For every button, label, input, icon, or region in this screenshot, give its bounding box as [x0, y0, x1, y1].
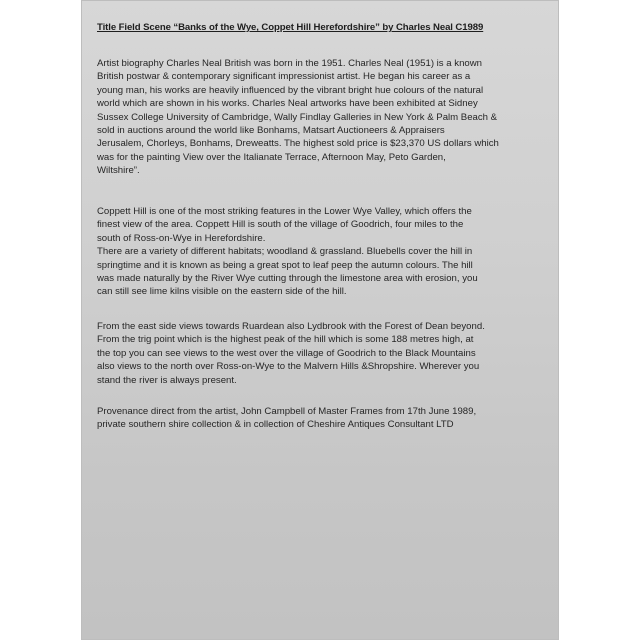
text-line: Sussex College University of Cambridge, Wally Findlay Galleries in New York & Palm Beach & — [97, 111, 498, 123]
text-line: There are a variety of different habitats; woodland & grassland. Bluebells cover the hill in — [97, 246, 473, 258]
text-line: Artist biography Charles Neal British was born in the 1951. Charles Neal (1951) is a known — [97, 58, 483, 69]
paragraph-provenance — [97, 405, 545, 432]
text-line: south of Ross-on-Wye in Herefordshire. — [97, 232, 266, 244]
text-line: springtime and it is known as being a great spot to leaf peep the autumn colours. The hill — [97, 259, 473, 271]
text-line: From the east side views towards Ruardean also Lydbrook with the Forest of Dean beyond. — [97, 321, 485, 332]
text-line: Jerusalem, Chorleys, Bonhams, Dreweatts. The highest sold price is $23,370 US dollars which — [97, 138, 499, 150]
text-line: Coppett Hill is one of the most striking features in the Lower Wye Valley, which offers the — [97, 206, 472, 217]
text-line: From the trig point which is the highest peak of the hill which is some 188 metres high, at — [97, 334, 474, 346]
text-line: stand the river is always present. — [97, 374, 237, 386]
paragraph-artist-biography — [97, 57, 545, 178]
text-line: can still see lime kilns visible on the eastern side of the hill. — [97, 286, 347, 298]
text-line: young man, his works are heavily influenced by the vibrant bright hue colours of the natural — [97, 84, 484, 96]
paragraph-coppett-hill — [97, 205, 545, 299]
text-line: private southern shire collection & in collection of Cheshire Antiques Consultant LTD — [97, 419, 454, 431]
text-line: world which are shown in his works. Charles Neal artworks have been exhibited at Sidney — [97, 98, 478, 110]
text-line: British postwar & contemporary significant impressionist artist. He began his career as a — [97, 71, 471, 83]
text-line: was made naturally by the River Wye cutting through the limestone area with erosion, you — [97, 273, 478, 285]
text-line: Wiltshire”. — [97, 165, 140, 177]
document-page — [81, 0, 559, 640]
text-line: finest view of the area. Coppett Hill is south of the village of Goodrich, four miles to the — [97, 219, 464, 231]
text-line: the top you can see views to the west over the village of Goodrich to the Black Mountains — [97, 347, 476, 359]
text-line: sold in auctions around the world like Bonhams, Matsart Auctioneers & Appraisers — [97, 125, 445, 137]
text-line: also views to the north over Ross-on-Wye to the Malvern Hills &Shropshire. Wherever you — [97, 361, 480, 373]
text-line: Provenance direct from the artist, John Campbell of Master Frames from 17th June 1989, — [97, 406, 477, 417]
document-title: Title Field Scene “Banks of the Wye, Coppet Hill Herefordshire” by Charles Neal C1989 — [97, 22, 484, 33]
paragraph-views — [97, 320, 545, 387]
text-line: was for the painting View over the Italianate Terrace, Afternoon May, Peto Garden, — [97, 151, 446, 163]
